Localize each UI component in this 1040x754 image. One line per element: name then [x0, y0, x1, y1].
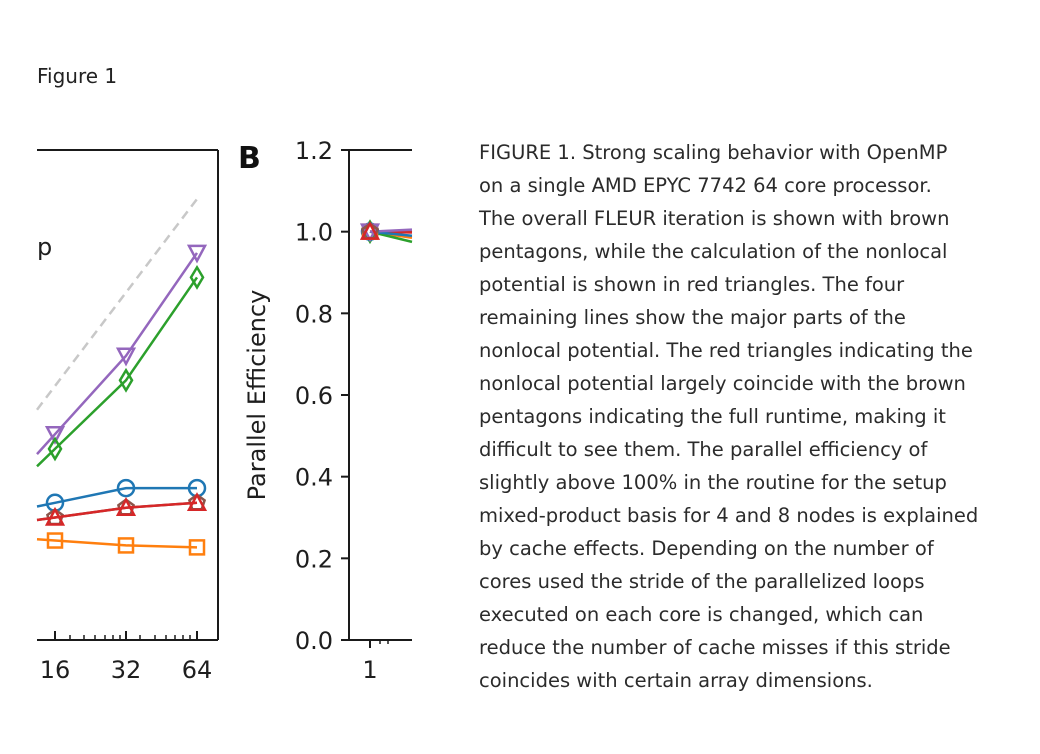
figure-image	[0, 130, 440, 710]
x-tick-label: 16	[39, 656, 71, 684]
caption-line: pentagons indicating the full runtime, making it	[479, 405, 946, 428]
caption-line: slightly above 100% in the routine for the setup	[479, 471, 947, 494]
y-tick-label: 1.2	[294, 137, 333, 165]
x-tick-label: 1	[362, 656, 378, 684]
panel-a-legend-fragment: p	[37, 233, 53, 261]
caption-line: mixed-product basis for 4 and 8 nodes is explained	[479, 504, 979, 527]
series-line	[37, 253, 197, 454]
caption-line: potential is shown in red triangles. The four	[479, 273, 905, 296]
y-tick-label: 0.0	[294, 627, 333, 655]
caption-line: executed on each core is changed, which can	[479, 603, 924, 626]
caption-line: on a single AMD EPYC 7742 64 core processor.	[479, 174, 932, 197]
y-tick-label: 0.6	[294, 382, 333, 410]
caption-line: pentagons, while the calculation of the nonlocal	[479, 240, 948, 263]
x-tick-label: 64	[181, 656, 213, 684]
figure-caption	[479, 136, 1027, 697]
y-tick-label: 0.4	[294, 463, 333, 492]
panel-b-letter: B	[238, 141, 261, 176]
series-line	[37, 503, 197, 520]
figure-chart-svg	[0, 130, 440, 710]
x-tick-label: 32	[110, 656, 142, 684]
panel-b	[238, 137, 412, 684]
caption-line: remaining lines show the major parts of the	[479, 306, 906, 329]
panel-a	[37, 150, 218, 684]
caption-line: coincides with certain array dimensions.	[479, 669, 873, 692]
y-tick-label: 0.8	[294, 300, 333, 329]
caption-line: nonlocal potential. The red triangles indicating the	[479, 339, 973, 362]
caption-line: FIGURE 1. Strong scaling behavior with OpenMP	[479, 141, 948, 164]
caption-line: reduce the number of cache misses if this stride	[479, 636, 951, 659]
caption-line: cores used the stride of the parallelized loops	[479, 570, 925, 593]
ideal-scaling-line	[37, 199, 197, 410]
caption-line: by cache effects. Depending on the number of	[479, 537, 934, 560]
y-tick-label: 0.2	[294, 545, 333, 574]
caption-line: difficult to see them. The parallel efficiency of	[479, 438, 928, 461]
panel-b-ylabel: Parallel Efficiency	[243, 289, 271, 501]
y-tick-label: 1.0	[294, 218, 333, 247]
caption-line: nonlocal potential largely coincide with the brown	[479, 372, 966, 395]
figure-heading: Figure 1	[37, 64, 118, 88]
caption-line: The overall FLEUR iteration is shown with brown	[479, 207, 950, 230]
series-line	[37, 277, 197, 466]
